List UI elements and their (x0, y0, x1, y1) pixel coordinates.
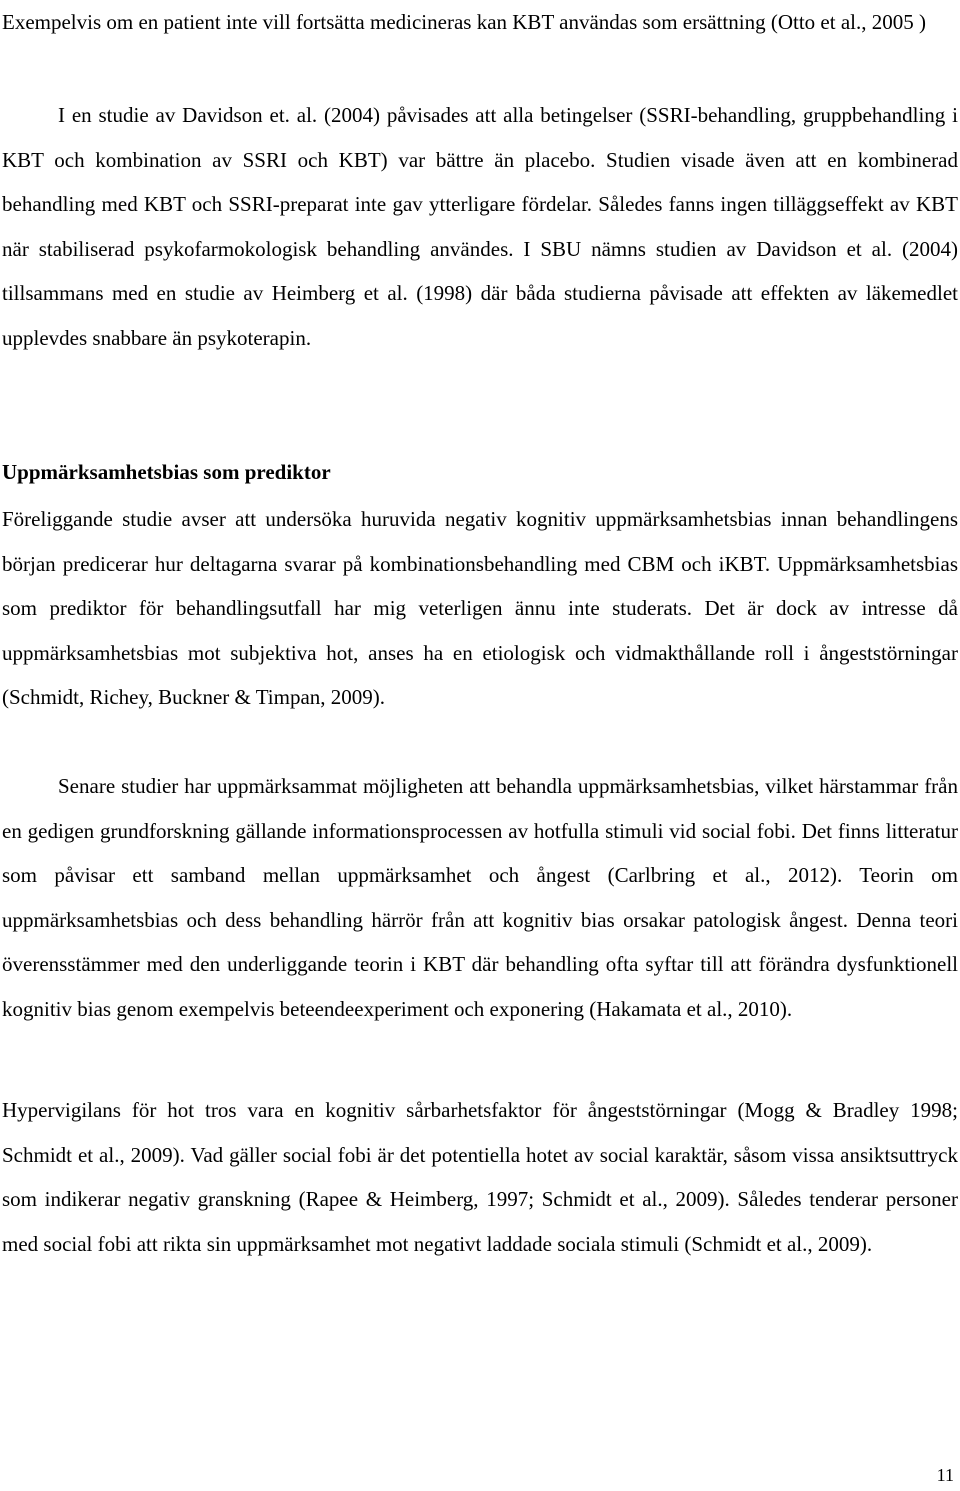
paragraph-intro: Exempelvis om en patient inte vill fortsätta medicineras kan KBT användas som ersättning (Otto et al., 2005 ) (2, 10, 926, 34)
paragraph-later-studies: Senare studier har uppmärksammat möjligheten att behandla uppmärksamhetsbias, vilket härstammar från en gedigen grundforskning gällande informationsprocessen av hotfulla stimuli vid social fobi. Det finns litteratur som påvisar ett samband mellan uppmärksamhet och ångest (Carlbring et al., 2012). Teorin om uppmärksamhetsbias och dess behandling härrör från att kognitiv bias orsakar patologisk ångest. Denna teori överensstämmer med den underliggande teorin i KBT där behandling ofta syftar till att förändra dysfunktionell kognitiv bias genom exempelvis beteendeexperiment och exponering (Hakamata et al., 2010). (2, 774, 958, 1021)
page-number: 11 (936, 1465, 954, 1485)
paragraph-hypervigilance: Hypervigilans för hot tros vara en kognitiv sårbarhetsfaktor för ångeststörningar (Mogg & Bradley 1998; Schmidt et al., 2009). Vad gäller social fobi är det potentiella hotet av social karaktär, såsom vissa ansiktsuttryck som indikerar negativ granskning (Rapee & Heimberg, 1997; Schmidt et al., 2009). Således tenderar personer med social fobi att rikta sin uppmärksamhet mot negativt laddade sociala stimuli (Schmidt et al., 2009). (2, 1098, 958, 1256)
paragraph-attention-bias-predictor: Föreliggande studie avser att undersöka huruvida negativ kognitiv uppmärksamhetsbias innan behandlingens början predicerar hur deltagarna svarar på kombinationsbehandling med CBM och iKBT. Uppmärksamhetsbias som prediktor för behandlingsutfall har mig veterligen ännu inte studerats. Det är dock av intresse då uppmärksamhetsbias mot subjektiva hot, anses ha en etiologisk och vidmakthållande roll i ångeststörningar (Schmidt, Richey, Buckner & Timpan, 2009). (2, 507, 958, 710)
paragraph-davidson-study: I en studie av Davidson et. al. (2004) påvisades att alla betingelser (SSRI-behandling, gruppbehandling i KBT och kombination av SSRI och KBT) var bättre än placebo. Studien visade även att en kombinerad behandling med KBT och SSRI-preparat inte gav ytterligare fördelar. Således fanns ingen tilläggseffekt av KBT när stabiliserad psykofarmokologisk behandling användes. I SBU nämns studien av Davidson et al. (2004) tillsammans med en studie av Heimberg et al. (1998) där båda studierna påvisade att effekten av läkemedlet upplevdes snabbare än psykoterapin. (2, 103, 958, 350)
section-heading: Uppmärksamhetsbias som prediktor (2, 460, 331, 484)
